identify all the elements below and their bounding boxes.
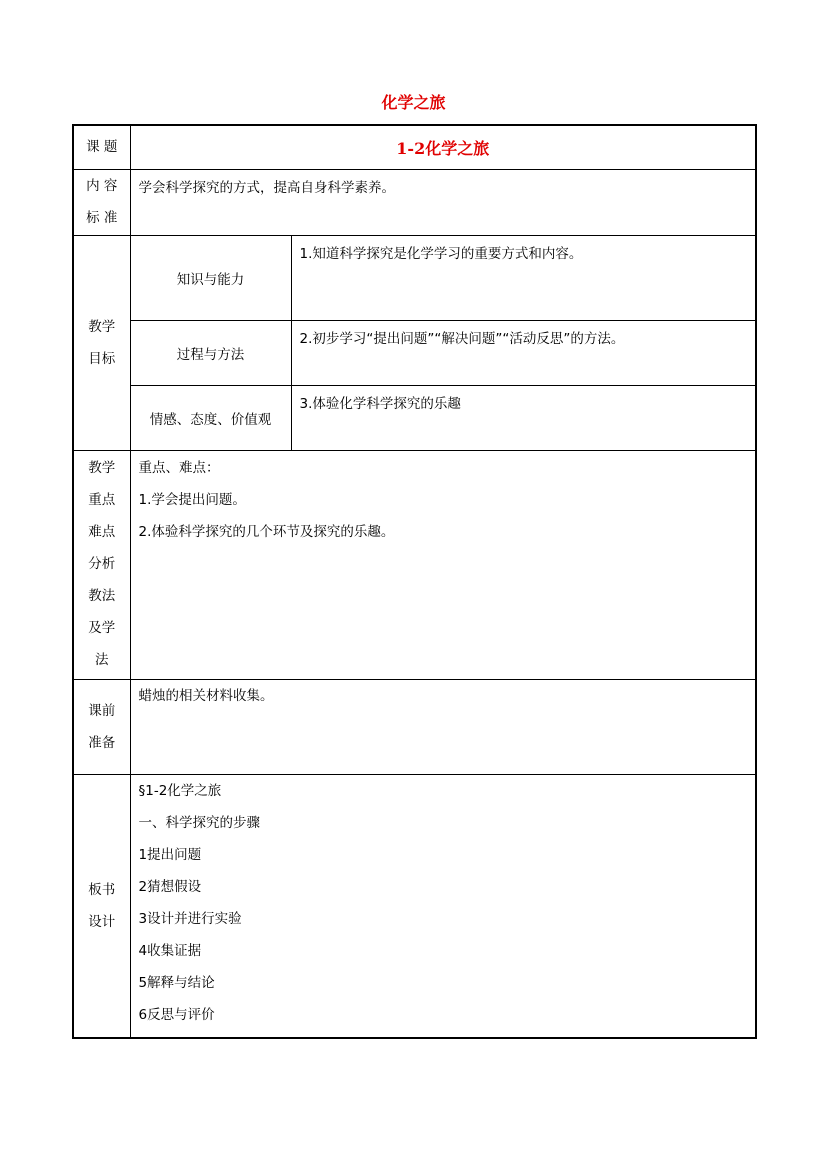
goal-row [73,385,756,450]
goal-label-knowledge: 知识与能力 [130,235,291,320]
board-label [73,774,130,1038]
key-points-row [73,450,756,679]
preparation-label-line: 课前 [88,702,116,719]
goal-label-process: 过程与方法 [130,320,291,385]
key-points-line: 2.体验科学探究的几个环节及探究的乐趣。 [138,523,395,540]
board-label-line: 板书 [88,881,116,898]
standard-label-line: 内 容 [86,178,118,194]
preparation-row [73,679,756,774]
standard-text-line: 学会科学探究的方式，提高自身科学素养。 [138,179,395,196]
preparation-label [73,679,130,774]
key-points-label-line: 法 [95,651,109,668]
preparation-text [130,679,756,774]
preparation-label-line: 准备 [88,734,116,751]
key-points-label-line: 教法 [88,587,116,604]
board-line: 一、科学探究的步骤 [138,814,260,831]
goal-text-process: 2.初步学习“提出问题”“解决问题”“活动反思”的方法。 [291,320,756,385]
subject-title: 1-2化学之旅 [130,125,756,169]
goal-text-attitude: 3.体验化学科学探究的乐趣 [291,385,756,450]
document-title: 化学之旅 [381,93,446,112]
key-points-label-line: 分析 [88,555,116,572]
subject-label: 课 题 [73,125,130,169]
goals-label-line: 目标 [88,350,116,367]
goal-row [73,320,756,385]
preparation-text-line: 蜡烛的相关材料收集。 [138,687,274,704]
standard-label [73,169,130,235]
board-line: 2猜想假设 [138,878,202,895]
goals-label [73,235,130,450]
board-line: §1-2化学之旅 [138,782,222,799]
board-line: 3设计并进行实验 [138,910,242,927]
board-row [73,774,756,1038]
standard-text [130,169,756,235]
standard-row [73,169,756,235]
key-points-line: 重点、难点： [138,459,220,476]
key-points-label-line: 教学 [88,459,116,476]
key-points-label-line: 难点 [88,523,116,540]
board-line: 1提出问题 [138,846,202,863]
board-line: 5解释与结论 [138,974,215,991]
board-content [130,774,756,1038]
standard-label-line: 标 准 [86,210,118,226]
goal-label-attitude: 情感、态度、价值观 [130,385,291,450]
board-line: 4收集证据 [138,942,202,959]
goals-label-line: 教学 [88,318,116,335]
board-label-line: 设计 [88,913,116,930]
key-points-label-line: 及学 [88,619,116,636]
lesson-plan-table [72,124,757,1039]
key-points-label-line: 重点 [88,491,116,508]
key-points-line: 1.学会提出问题。 [138,491,246,508]
key-points-content [130,450,756,679]
subject-row [73,125,756,169]
goal-row [73,235,756,320]
board-line: 6反思与评价 [138,1006,215,1023]
key-points-label [73,450,130,679]
goal-text-knowledge: 1.知道科学探究是化学学习的重要方式和内容。 [291,235,756,320]
